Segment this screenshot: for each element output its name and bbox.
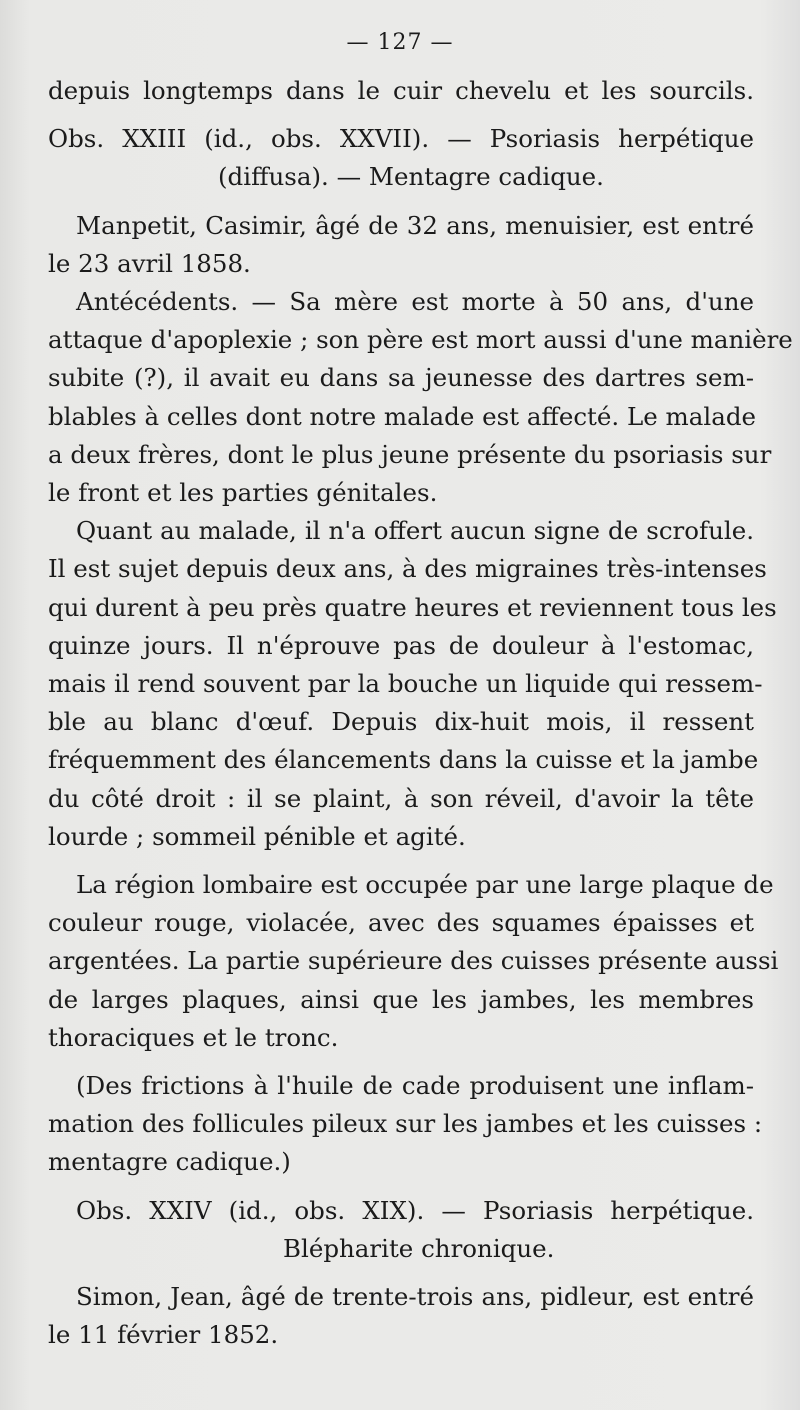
page-body: [48, 72, 793, 1355]
text-line: La région lombaire est occupée par une large plaque de: [76, 870, 774, 900]
text-line: a deux frères, dont le plus jeune présente du psoriasis sur: [48, 439, 772, 469]
text-line: Antécédents. — Sa mère est morte à 50 ans, d'une: [76, 287, 754, 317]
text-line: mais il rend souvent par la bouche un liquide qui ressem-: [48, 669, 763, 699]
text-line: qui durent à peu près quatre heures et reviennent tous les: [48, 592, 777, 622]
text-line: thoraciques et le tronc.: [48, 1022, 339, 1052]
text-line: ble au blanc d'œuf. Depuis dix-huit mois, il ressent: [48, 707, 754, 737]
text-line: lourde ; sommeil pénible et agité.: [48, 821, 466, 851]
observation-subheading: (diffusa). — Mentagre cadique.: [218, 162, 604, 192]
text-line: couleur rouge, violacée, avec des squames épaisses et: [48, 908, 754, 938]
text-line: subite (?), il avait eu dans sa jeunesse des dartres sem-: [48, 363, 754, 393]
observation-heading: Obs. XXIII (id., obs. XXVII). — Psoriasis herpétique: [48, 124, 754, 154]
text-line: Il est sujet depuis deux ans, à des migraines très-intenses: [48, 554, 767, 584]
text-line: quinze jours. Il n'éprouve pas de douleur à l'estomac,: [48, 630, 754, 660]
text-line: mentagre cadique.): [48, 1147, 291, 1177]
page-number: — 127 —: [346, 30, 454, 55]
text-line: Quant au malade, il n'a offert aucun signe de scrofule.: [76, 516, 754, 546]
text-line: mation des follicules pileux sur les jambes et les cuisses :: [48, 1109, 763, 1139]
text-line: fréquemment des élancements dans la cuisse et la jambe: [48, 745, 759, 775]
text-line: le front et les parties génitales.: [48, 478, 438, 508]
text-line: blables à celles dont notre malade est affecté. Le malade: [48, 401, 756, 431]
text-line: argentées. La partie supérieure des cuisses présente aussi: [48, 946, 779, 976]
text-line: du côté droit : il se plaint, à son réveil, d'avoir la tête: [48, 783, 754, 813]
observation-heading: Obs. XXIV (id., obs. XIX). — Psoriasis herpétique.: [76, 1195, 754, 1225]
text-line: Manpetit, Casimir, âgé de 32 ans, menuisier, est entré: [76, 210, 754, 240]
text-line: le 23 avril 1858.: [48, 248, 251, 278]
text-line: Simon, Jean, âgé de trente-trois ans, pidleur, est entré: [76, 1282, 754, 1312]
text-line: depuis longtemps dans le cuir chevelu et les sourcils.: [48, 76, 754, 105]
text-line: attaque d'apoplexie ; son père est mort aussi d'une manière: [48, 325, 793, 355]
text-line: de larges plaques, ainsi que les jambes, les membres: [48, 984, 754, 1014]
observation-subheading: Blépharite chronique.: [283, 1233, 555, 1263]
text-line: le 11 février 1852.: [48, 1320, 279, 1350]
text-line: (Des frictions à l'huile de cade produisent une inflam-: [76, 1071, 754, 1101]
